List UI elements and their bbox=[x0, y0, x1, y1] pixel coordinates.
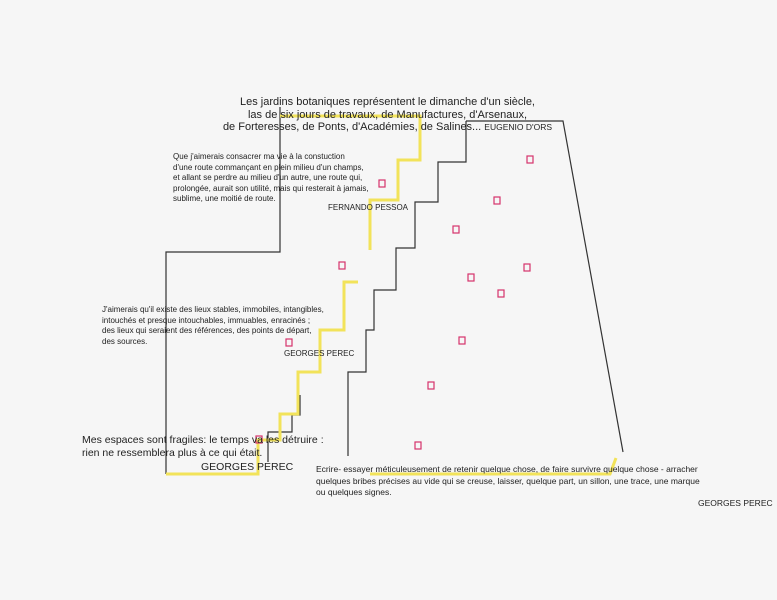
quote-author: GEORGES PEREC bbox=[698, 498, 773, 508]
quote-line bbox=[210, 121, 565, 134]
quote-line-text: de Forteresses, de Ponts, d'Académies, de Salines... bbox=[222, 121, 482, 133]
quote-line: sublime, une moitié de route. bbox=[173, 194, 276, 203]
square-marker bbox=[468, 274, 474, 281]
quote-fragile-spaces bbox=[82, 434, 324, 459]
quote-author: EUGENIO D'ORS bbox=[484, 122, 553, 132]
quote-line: et allant se perdre au milieu d'un autre, une route qui, bbox=[173, 173, 363, 182]
quote-line: des lieux qui seraient des références, des points de départ, bbox=[102, 326, 312, 335]
quote-line: J'aimerais qu'il existe des lieux stables, immobiles, intangibles, bbox=[102, 305, 324, 314]
square-marker bbox=[453, 226, 459, 233]
quote-line: prolongée, aurait son utilité, mais qui resterait à jamais, bbox=[173, 183, 369, 193]
quote-author: GEORGES PEREC bbox=[284, 349, 355, 358]
quote-line: Mes espaces sont fragiles: le temps va les détruire : bbox=[82, 434, 324, 446]
quote-line: las de six jours de travaux, de Manufactures, d'Arsenaux, bbox=[247, 108, 528, 121]
quote-line: Les jardins botaniques représentent le dimanche d'un siècle, bbox=[239, 96, 535, 108]
square-marker bbox=[527, 156, 533, 163]
square-marker bbox=[379, 180, 385, 187]
square-marker bbox=[339, 262, 345, 269]
quote-line: rien ne ressemblera plus à ce qui était. bbox=[82, 446, 263, 459]
quote-author: GEORGES PEREC bbox=[201, 461, 294, 473]
quote-line: Que j'aimerais consacrer ma vie à la constuction bbox=[173, 152, 345, 161]
square-marker bbox=[498, 290, 504, 297]
square-marker bbox=[459, 337, 465, 344]
quote-half-road bbox=[173, 152, 369, 205]
square-marker bbox=[524, 264, 530, 271]
quote-author: FERNANDO PESSOA bbox=[328, 203, 409, 212]
quote-line: ou quelques signes. bbox=[316, 487, 392, 497]
right-outline-path bbox=[466, 121, 623, 452]
quote-line: des sources. bbox=[102, 336, 148, 346]
quote-botanical-gardens bbox=[210, 96, 565, 134]
quote-line: Ecrire- essayer méticuleusement de retenir quelque chose, de faire survivre quelque chose - arracher bbox=[316, 464, 698, 474]
quote-stable-places bbox=[102, 305, 324, 347]
square-marker bbox=[415, 442, 421, 449]
quote-writing bbox=[316, 464, 700, 499]
square-marker bbox=[494, 197, 500, 204]
quote-line: d'une route commançant en plein milieu d'un champs, bbox=[173, 162, 364, 172]
quote-line: quelques bribes précises au vide qui se creuse, laisser, quelque part, un sillon, une trace, une marque bbox=[316, 475, 700, 486]
square-marker bbox=[428, 382, 434, 389]
quote-line: intouchés et presque intouchables, immuables, enracinés ; bbox=[102, 315, 311, 325]
